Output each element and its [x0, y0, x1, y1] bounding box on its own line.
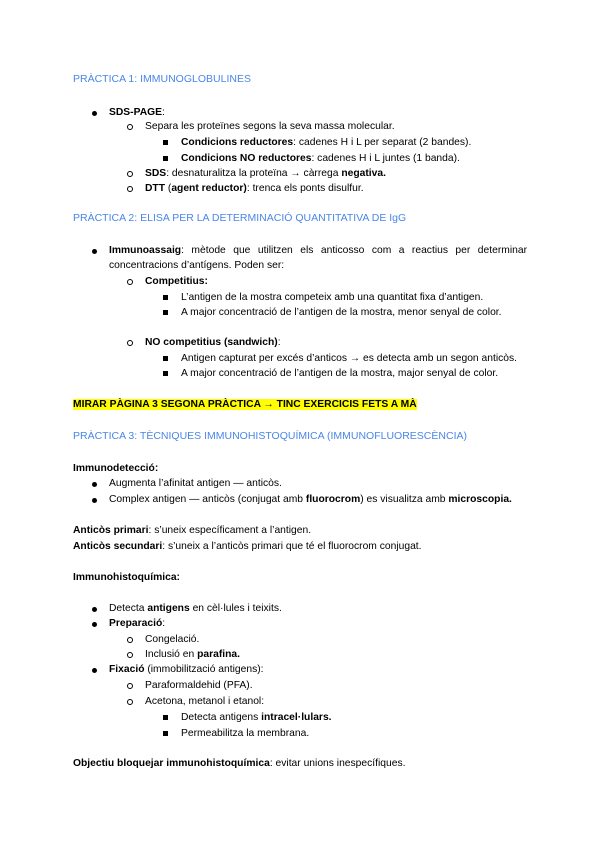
bullet-square	[163, 356, 168, 361]
immunodeteccio-item-1: Augmenta l’afinitat antigen — anticòs.	[109, 478, 282, 489]
bullet-square	[163, 371, 168, 376]
immunodeteccio-item-2: Complex antigen — anticòs (conjugat amb fluorocrom) es visualitza amb microscopia.	[109, 494, 512, 505]
separa-item: Separa les proteïnes segons la seva massa molecular.	[145, 121, 395, 132]
acetona-item: Acetona, metanol i etanol:	[145, 696, 265, 707]
pfa-item: Paraformaldehid (PFA).	[145, 680, 253, 691]
competitius-item-1: L’antigen de la mostra competeix amb una quantitat fixa d’antigen.	[181, 292, 484, 303]
preparacio-item: Preparació:	[109, 618, 166, 629]
dtt-item: DTT (agent reductor): trenca els ponts disulfur.	[145, 183, 364, 194]
cond-no-reductores-item: Condicions NO reductores: cadenes H i L juntes (1 banda).	[181, 153, 460, 164]
bullet-square	[163, 156, 168, 161]
immunohistoquimica-heading: Immunohistoquímica:	[73, 572, 180, 583]
bullet-circle	[127, 340, 133, 346]
bullet-circle	[127, 124, 133, 130]
bullet-square	[163, 715, 168, 720]
bullet-circle	[127, 279, 133, 285]
bullet-square	[163, 731, 168, 736]
bullet-circle	[127, 699, 133, 705]
ihq-detecta-item: Detecta antigens en cèl·lules i teixits.	[109, 603, 282, 614]
practica-1-title: PRÀCTICA 1: IMMUNOGLOBULINES	[73, 73, 251, 85]
immunodeteccio-heading: Immunodetecció:	[73, 463, 159, 474]
practica-2-title: PRÀCTICA 2: ELISA PER LA DETERMINACIÓ QUANTITATIVA DE IgG	[73, 212, 407, 224]
permeabilitza-item: Permeabilitza la membrana.	[181, 728, 310, 739]
bullet-circle	[127, 652, 133, 658]
inclusio-item: Inclusió en parafina.	[145, 649, 241, 660]
bullet-dot	[92, 607, 97, 612]
bullet-circle	[127, 186, 133, 192]
congelacio-item: Congelació.	[145, 634, 200, 645]
immunoassaig-line-1: Immunoassaig: mètode que utilitzen els anticosso com a reactius per determinar	[109, 245, 527, 256]
no-competitius-item-1: Antigen capturat per excés d’anticos → es detecta amb un segon anticòs.	[181, 353, 517, 364]
bullet-square	[163, 310, 168, 315]
anticos-primari: Anticòs primari: s’uneix específicament a l’antigen.	[73, 525, 312, 536]
bullet-dot	[92, 622, 97, 627]
no-competitius-item-2: A major concentració de l’antigen de la mostra, major senyal de color.	[181, 368, 499, 379]
bullet-circle	[127, 171, 133, 177]
fixacio-item: Fixació (immobilització antigens):	[109, 664, 264, 675]
bullet-square	[163, 140, 168, 145]
bullet-dot	[92, 249, 97, 254]
bullet-dot	[92, 482, 97, 487]
cond-reductores-item: Condicions reductores: cadenes H i L per separat (2 bandes).	[181, 137, 472, 148]
bullet-square	[163, 295, 168, 300]
objectiu-line: Objectiu bloquejar immunohistoquímica: evitar unions inespecífiques.	[73, 758, 406, 769]
sds-page-item: SDS-PAGE:	[109, 107, 165, 118]
no-competitius-label: NO competitius (sandwich):	[145, 337, 281, 348]
competitius-label: Competitius:	[145, 276, 208, 287]
practica-3-title: PRÀCTICA 3: TÈCNIQUES IMMUNOHISTOQUÍMICA (IMMUNOFLUORESCÈNCIA)	[73, 430, 467, 442]
sds-item: SDS: desnaturalitza la proteïna → càrrega negativa.	[145, 168, 386, 179]
bullet-circle	[127, 683, 133, 689]
bullet-circle	[127, 637, 133, 643]
bullet-dot	[92, 111, 97, 116]
immunoassaig-line-2: concentracions d’antígens. Poden ser:	[109, 260, 285, 271]
bullet-dot	[92, 668, 97, 673]
anticos-secundari: Anticòs secundari: s’uneix a l’anticòs primari que té el fluorocrom conjugat.	[73, 541, 422, 552]
bullet-dot	[92, 498, 97, 503]
intracel-item: Detecta antigens intracel·lulars.	[181, 712, 332, 723]
highlighted-note: MIRAR PÀGINA 3 SEGONA PRÀCTICA → TINC EXERCICIS FETS A MÀ	[73, 399, 417, 410]
competitius-item-2: A major concentració de l’antigen de la mostra, menor senyal de color.	[181, 307, 502, 318]
